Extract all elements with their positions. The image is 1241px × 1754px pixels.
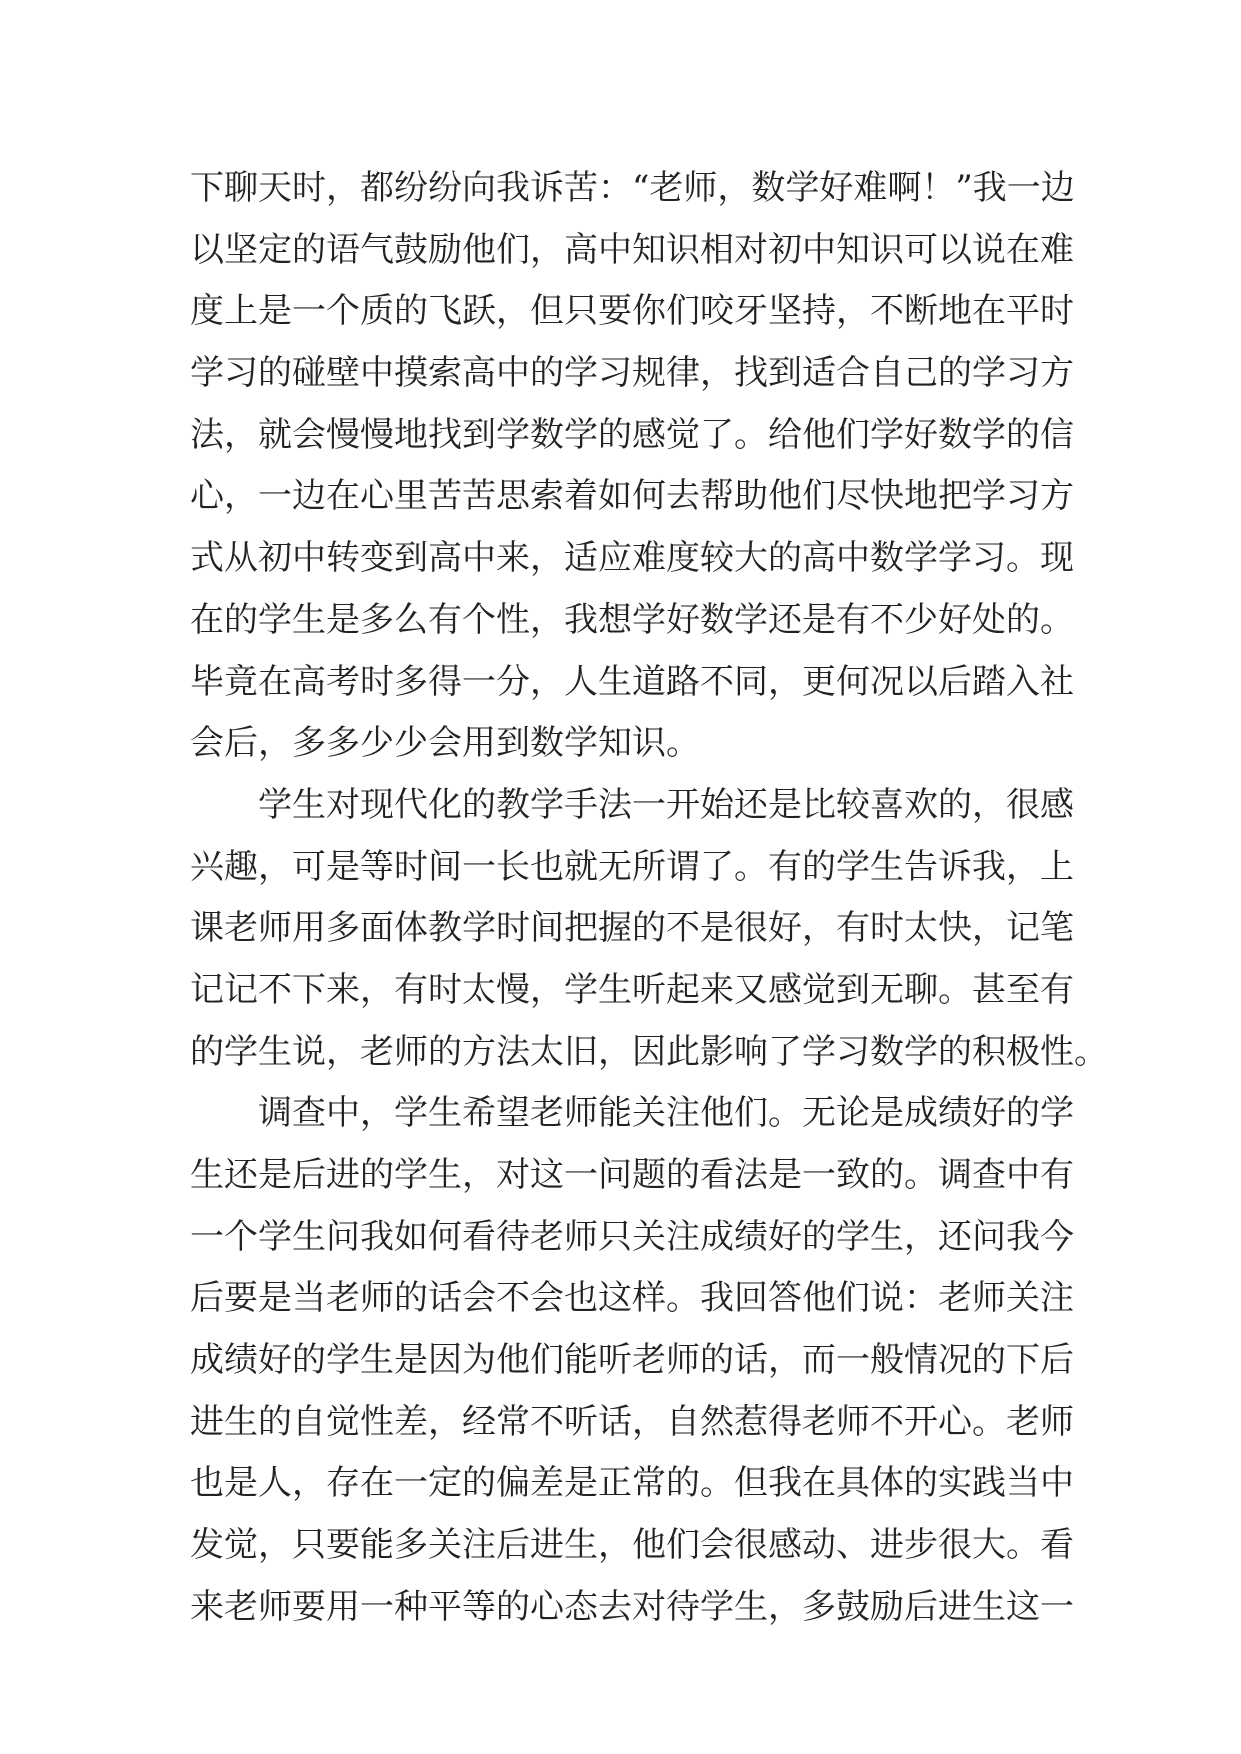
text-line: 式从初中转变到高中来，适应难度较大的高中数学学习。现 xyxy=(190,538,1074,579)
text-line: 心，一边在心里苦苦思索着如何去帮助他们尽快地把学习方 xyxy=(190,476,1074,517)
text-line: 也是人，存在一定的偏差是正常的。但我在具体的实践当中 xyxy=(190,1463,1074,1504)
text-line: 毕竟在高考时多得一分，人生道路不同，更何况以后踏入社 xyxy=(190,661,1074,702)
paragraph-first-line: 学生对现代化的教学手法一开始还是比较喜欢的，很感 xyxy=(258,784,1074,825)
text-line: 进生的自觉性差，经常不听话，自然惹得老师不开心。老师 xyxy=(190,1401,1074,1442)
text-line: 在的学生是多么有个性，我想学好数学还是有不少好处的。 xyxy=(190,599,1074,640)
body-text xyxy=(190,158,1108,1639)
text-line: 度上是一个质的飞跃，但只要你们咬牙坚持，不断地在平时 xyxy=(190,291,1074,332)
text-line: 一个学生问我如何看待老师只关注成绩好的学生，还问我今 xyxy=(190,1216,1074,1257)
text-line: 生还是后进的学生，对这一问题的看法是一致的。调查中有 xyxy=(190,1155,1074,1195)
text-line: 下聊天时，都纷纷向我诉苦：“老师，数学好难啊！”我一边 xyxy=(190,168,1075,208)
text-line: 记记不下来，有时太慢，学生听起来又感觉到无聊。甚至有 xyxy=(190,969,1074,1010)
text-line: 来老师要用一种平等的心态去对待学生，多鼓励后进生这一 xyxy=(190,1586,1074,1627)
text-line: 发觉，只要能多关注后进生，他们会很感动、进步很大。看 xyxy=(190,1525,1074,1566)
text-line: 法，就会慢慢地找到学数学的感觉了。给他们学好数学的信 xyxy=(190,414,1074,455)
text-line: 课老师用多面体教学时间把握的不是很好，有时太快，记笔 xyxy=(190,908,1074,949)
text-line: 会后，多多少少会用到数学知识。 xyxy=(190,723,700,764)
text-line: 后要是当老师的话会不会也这样。我回答他们说：老师关注 xyxy=(190,1278,1074,1319)
text-line: 成绩好的学生是因为他们能听老师的话，而一般情况的下后 xyxy=(190,1340,1074,1381)
paragraph-first-line: 调查中，学生希望老师能关注他们。无论是成绩好的学 xyxy=(258,1093,1074,1134)
text-line: 兴趣，可是等时间一长也就无所谓了。有的学生告诉我，上 xyxy=(190,846,1074,887)
text-line: 学习的碰壁中摸索高中的学习规律，找到适合自己的学习方 xyxy=(190,353,1074,394)
text-line: 的学生说，老师的方法太旧，因此影响了学习数学的积极性。 xyxy=(190,1031,1108,1072)
text-line: 以坚定的语气鼓励他们，高中知识相对初中知识可以说在难 xyxy=(190,229,1074,270)
